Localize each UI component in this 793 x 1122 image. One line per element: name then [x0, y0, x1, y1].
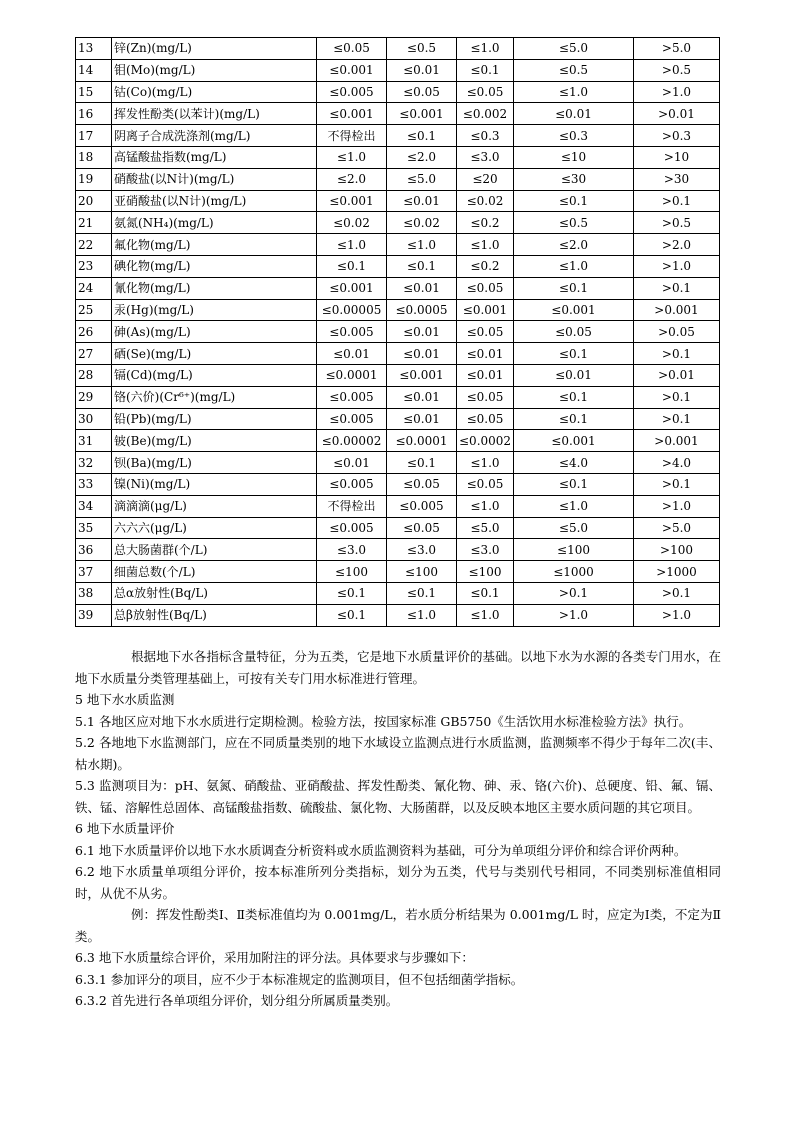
class-4-value: ≤0.1: [514, 473, 634, 495]
class-5-value: >1.0: [634, 255, 720, 277]
class-2-value: ≤0.005: [387, 495, 457, 517]
row-number: 18: [76, 146, 112, 168]
class-4-value: ≤1.0: [514, 81, 634, 103]
class-4-value: ≤0.01: [514, 103, 634, 125]
class-5-value: >1000: [634, 561, 720, 583]
class-5-value: >0.1: [634, 343, 720, 365]
class-5-value: >0.1: [634, 582, 720, 604]
class-2-value: ≤1.0: [387, 234, 457, 256]
indicator-name: 铬(六价)(Cr⁶⁺)(mg/L): [112, 386, 317, 408]
table-row: [76, 408, 720, 430]
table-row: [76, 604, 720, 626]
row-number: 39: [76, 604, 112, 626]
table-row: [76, 343, 720, 365]
indicator-name: 硝酸盐(以N计)(mg/L): [112, 168, 317, 190]
class-1-value: ≤0.00005: [317, 299, 387, 321]
class-5-value: >5.0: [634, 517, 720, 539]
row-number: 23: [76, 255, 112, 277]
class-4-value: ≤0.01: [514, 364, 634, 386]
class-2-value: ≤100: [387, 561, 457, 583]
class-2-value: ≤0.01: [387, 408, 457, 430]
class-1-value: ≤0.001: [317, 190, 387, 212]
paragraph-classification: 根据地下水各指标含量特征，分为五类，它是地下水质量评价的基础。以地下水为水源的各类专门用水，在地下水质量分类管理基础上，可按有关专门用水标准进行管理。: [75, 649, 721, 686]
class-2-value: ≤0.0005: [387, 299, 457, 321]
groundwater-quality-table: [75, 37, 720, 627]
row-number: 34: [76, 495, 112, 517]
indicator-name: 氰化物(mg/L): [112, 277, 317, 299]
class-4-value: ≤0.1: [514, 343, 634, 365]
indicator-name: 镍(Ni)(mg/L): [112, 473, 317, 495]
class-2-value: ≤0.05: [387, 81, 457, 103]
class-2-value: ≤5.0: [387, 168, 457, 190]
class-5-value: >0.001: [634, 430, 720, 452]
section-heading-6: 6 地下水质量评价: [75, 821, 175, 836]
class-1-value: ≤100: [317, 561, 387, 583]
row-number: 37: [76, 561, 112, 583]
class-5-value: >2.0: [634, 234, 720, 256]
row-number: 32: [76, 452, 112, 474]
row-number: 28: [76, 364, 112, 386]
class-5-value: >0.1: [634, 190, 720, 212]
class-3-value: ≤0.05: [457, 473, 514, 495]
class-4-value: ≤4.0: [514, 452, 634, 474]
class-2-value: ≤0.1: [387, 452, 457, 474]
class-3-value: ≤0.05: [457, 321, 514, 343]
indicator-name: 汞(Hg)(mg/L): [112, 299, 317, 321]
class-5-value: >0.1: [634, 473, 720, 495]
class-1-value: ≤0.01: [317, 452, 387, 474]
class-3-value: ≤0.05: [457, 81, 514, 103]
clause-5-3: 5.3 监测项目为：pH、氨氮、硝酸盐、亚硝酸盐、挥发性酚类、氰化物、砷、汞、铬(六价)、总硬度、铅、氟、镉、铁、锰、溶解性总固体、高锰酸盐指数、硫酸盐、氯化物、大肠菌群，以及反映本地区主要水质问题的其它项目。: [75, 778, 721, 815]
indicator-name: 六六六(μg/L): [112, 517, 317, 539]
class-3-value: ≤0.1: [457, 59, 514, 81]
class-3-value: ≤0.05: [457, 277, 514, 299]
class-1-value: ≤0.005: [317, 321, 387, 343]
table-row: [76, 582, 720, 604]
class-4-value: ≤0.05: [514, 321, 634, 343]
class-1-value: ≤1.0: [317, 234, 387, 256]
row-number: 30: [76, 408, 112, 430]
class-1-value: ≤0.001: [317, 103, 387, 125]
class-1-value: ≤0.001: [317, 59, 387, 81]
class-2-value: ≤0.01: [387, 343, 457, 365]
class-2-value: ≤0.01: [387, 59, 457, 81]
indicator-name: 总α放射性(Bq/L): [112, 582, 317, 604]
indicator-name: 阴离子合成洗涤剂(mg/L): [112, 125, 317, 147]
class-3-value: ≤1.0: [457, 234, 514, 256]
row-number: 13: [76, 38, 112, 60]
class-3-value: ≤100: [457, 561, 514, 583]
class-4-value: ≤30: [514, 168, 634, 190]
clause-6-3: 6.3 地下水质量综合评价，采用加附注的评分法。具体要求与步骤如下：: [75, 950, 474, 965]
table-row: [76, 212, 720, 234]
class-3-value: ≤1.0: [457, 495, 514, 517]
class-1-value: ≤0.0001: [317, 364, 387, 386]
class-5-value: >10: [634, 146, 720, 168]
class-5-value: >0.3: [634, 125, 720, 147]
table-row: [76, 364, 720, 386]
class-1-value: ≤1.0: [317, 146, 387, 168]
class-3-value: ≤0.3: [457, 125, 514, 147]
class-1-value: 不得检出: [317, 495, 387, 517]
class-5-value: >1.0: [634, 81, 720, 103]
indicator-name: 锌(Zn)(mg/L): [112, 38, 317, 60]
class-5-value: >100: [634, 539, 720, 561]
class-1-value: ≤0.1: [317, 582, 387, 604]
row-number: 16: [76, 103, 112, 125]
clause-5-2: 5.2 各地地下水监测部门，应在不同质量类别的地下水域设立监测点进行水质监测，监测频率不得少于每年二次(丰、枯水期)。: [75, 735, 721, 772]
class-3-value: ≤0.0002: [457, 430, 514, 452]
class-4-value: >0.1: [514, 582, 634, 604]
class-4-value: ≤0.1: [514, 190, 634, 212]
row-number: 36: [76, 539, 112, 561]
class-5-value: >0.1: [634, 408, 720, 430]
class-5-value: >0.5: [634, 59, 720, 81]
class-3-value: ≤0.05: [457, 408, 514, 430]
table-row: [76, 473, 720, 495]
indicator-name: 钼(Mo)(mg/L): [112, 59, 317, 81]
class-2-value: ≤0.05: [387, 473, 457, 495]
class-1-value: ≤0.01: [317, 343, 387, 365]
indicator-name: 总β放射性(Bq/L): [112, 604, 317, 626]
class-4-value: ≤0.1: [514, 408, 634, 430]
class-4-value: ≤1.0: [514, 255, 634, 277]
table-row: [76, 168, 720, 190]
indicator-name: 氟化物(mg/L): [112, 234, 317, 256]
clause-6-1: 6.1 地下水质量评价以地下水水质调查分析资料或水质监测资料为基础，可分为单项组分评价和综合评价两种。: [75, 842, 687, 858]
table-row: [76, 59, 720, 81]
class-3-value: ≤1.0: [457, 38, 514, 60]
class-4-value: ≤0.1: [514, 386, 634, 408]
indicator-name: 砷(As)(mg/L): [112, 321, 317, 343]
table-row: [76, 299, 720, 321]
class-1-value: ≤3.0: [317, 539, 387, 561]
row-number: 33: [76, 473, 112, 495]
body-text: [75, 646, 721, 1012]
class-5-value: >1.0: [634, 604, 720, 626]
class-3-value: ≤0.2: [457, 212, 514, 234]
class-2-value: ≤2.0: [387, 146, 457, 168]
class-4-value: ≤100: [514, 539, 634, 561]
class-2-value: ≤0.1: [387, 255, 457, 277]
class-1-value: ≤0.05: [317, 38, 387, 60]
class-1-value: ≤2.0: [317, 168, 387, 190]
row-number: 19: [76, 168, 112, 190]
class-1-value: ≤0.1: [317, 604, 387, 626]
indicator-name: 挥发性酚类(以苯计)(mg/L): [112, 103, 317, 125]
row-number: 17: [76, 125, 112, 147]
clause-6-3-1: 6.3.1 参加评分的项目，应不少于本标准规定的监测项目，但不包括细菌学指标。: [75, 971, 524, 987]
class-2-value: ≤0.001: [387, 103, 457, 125]
indicator-name: 钡(Ba)(mg/L): [112, 452, 317, 474]
class-3-value: ≤1.0: [457, 604, 514, 626]
class-1-value: ≤0.02: [317, 212, 387, 234]
row-number: 22: [76, 234, 112, 256]
class-1-value: ≤0.001: [317, 277, 387, 299]
class-4-value: ≤10: [514, 146, 634, 168]
class-5-value: >0.001: [634, 299, 720, 321]
class-5-value: >5.0: [634, 38, 720, 60]
class-1-value: ≤0.005: [317, 81, 387, 103]
class-1-value: 不得检出: [317, 125, 387, 147]
row-number: 35: [76, 517, 112, 539]
table-row: [76, 561, 720, 583]
indicator-name: 高锰酸盐指数(mg/L): [112, 146, 317, 168]
row-number: 15: [76, 81, 112, 103]
class-4-value: ≤0.5: [514, 59, 634, 81]
class-1-value: ≤0.005: [317, 386, 387, 408]
table-row: [76, 517, 720, 539]
indicator-name: 亚硝酸盐(以N计)(mg/L): [112, 190, 317, 212]
indicator-name: 铅(Pb)(mg/L): [112, 408, 317, 430]
row-number: 24: [76, 277, 112, 299]
section-heading-5: 5 地下水水质监测: [75, 692, 175, 707]
table-row: [76, 495, 720, 517]
row-number: 14: [76, 59, 112, 81]
class-4-value: ≤0.5: [514, 212, 634, 234]
class-4-value: ≤5.0: [514, 517, 634, 539]
row-number: 38: [76, 582, 112, 604]
class-5-value: >0.1: [634, 386, 720, 408]
class-2-value: ≤0.01: [387, 386, 457, 408]
indicator-name: 镉(Cd)(mg/L): [112, 364, 317, 386]
class-3-value: ≤0.01: [457, 364, 514, 386]
class-5-value: >0.1: [634, 277, 720, 299]
row-number: 21: [76, 212, 112, 234]
class-2-value: ≤0.0001: [387, 430, 457, 452]
class-4-value: ≤2.0: [514, 234, 634, 256]
class-3-value: ≤0.01: [457, 343, 514, 365]
class-5-value: >0.5: [634, 212, 720, 234]
class-1-value: ≤0.1: [317, 255, 387, 277]
class-3-value: ≤0.02: [457, 190, 514, 212]
class-4-value: ≤0.1: [514, 277, 634, 299]
indicator-name: 硒(Se)(mg/L): [112, 343, 317, 365]
indicator-name: 铍(Be)(mg/L): [112, 430, 317, 452]
class-1-value: ≤0.00002: [317, 430, 387, 452]
table-row: [76, 255, 720, 277]
row-number: 29: [76, 386, 112, 408]
class-3-value: ≤3.0: [457, 146, 514, 168]
class-2-value: ≤0.02: [387, 212, 457, 234]
row-number: 20: [76, 190, 112, 212]
table-row: [76, 103, 720, 125]
indicator-name: 细菌总数(个/L): [112, 561, 317, 583]
table-row: [76, 277, 720, 299]
class-2-value: ≤0.05: [387, 517, 457, 539]
table-row: [76, 234, 720, 256]
indicator-name: 总大肠菌群(个/L): [112, 539, 317, 561]
class-2-value: ≤0.1: [387, 125, 457, 147]
class-1-value: ≤0.005: [317, 408, 387, 430]
class-3-value: ≤0.002: [457, 103, 514, 125]
class-3-value: ≤0.001: [457, 299, 514, 321]
row-number: 25: [76, 299, 112, 321]
class-2-value: ≤0.01: [387, 190, 457, 212]
class-4-value: ≤5.0: [514, 38, 634, 60]
class-3-value: ≤0.2: [457, 255, 514, 277]
table-row: [76, 146, 720, 168]
class-5-value: >4.0: [634, 452, 720, 474]
class-5-value: >0.01: [634, 364, 720, 386]
class-5-value: >1.0: [634, 495, 720, 517]
clause-6-3-2: 6.3.2 首先进行各单项组分评价，划分组分所属质量类别。: [75, 993, 399, 1008]
table-row: [76, 430, 720, 452]
clause-5-1: 5.1 各地区应对地下水水质进行定期检测。检验方法，按国家标准 GB5750《生活饮用水标准检验方法》执行。: [75, 713, 692, 729]
indicator-name: 碘化物(mg/L): [112, 255, 317, 277]
indicator-name: 钴(Co)(mg/L): [112, 81, 317, 103]
class-2-value: ≤0.5: [387, 38, 457, 60]
class-3-value: ≤20: [457, 168, 514, 190]
indicator-name: 氨氮(NH₄)(mg/L): [112, 212, 317, 234]
class-4-value: ≤1000: [514, 561, 634, 583]
table-row: [76, 539, 720, 561]
class-3-value: ≤0.1: [457, 582, 514, 604]
row-number: 27: [76, 343, 112, 365]
class-5-value: >0.01: [634, 103, 720, 125]
indicator-name: 滴滴滴(μg/L): [112, 495, 317, 517]
class-4-value: ≤0.3: [514, 125, 634, 147]
table-row: [76, 452, 720, 474]
table-row: [76, 81, 720, 103]
class-5-value: >0.05: [634, 321, 720, 343]
class-2-value: ≤0.01: [387, 277, 457, 299]
class-4-value: ≤0.001: [514, 430, 634, 452]
class-4-value: >1.0: [514, 604, 634, 626]
clause-6-2: 6.2 地下水质量单项组分评价，按本标准所列分类指标，划分为五类，代号与类别代号相同，不同类别标准值相同时，从优不从劣。: [75, 864, 721, 901]
class-2-value: ≤0.01: [387, 321, 457, 343]
example-paragraph: 例：挥发性酚类Ⅰ、Ⅱ类标准值均为 0.001mg/L，若水质分析结果为 0.001mg/L 时，应定为Ⅰ类，不定为Ⅱ类。: [75, 907, 721, 944]
class-3-value: ≤3.0: [457, 539, 514, 561]
class-2-value: ≤0.1: [387, 582, 457, 604]
row-number: 26: [76, 321, 112, 343]
class-4-value: ≤1.0: [514, 495, 634, 517]
class-5-value: >30: [634, 168, 720, 190]
table-row: [76, 386, 720, 408]
class-2-value: ≤3.0: [387, 539, 457, 561]
class-4-value: ≤0.001: [514, 299, 634, 321]
table-row: [76, 38, 720, 60]
class-3-value: ≤5.0: [457, 517, 514, 539]
table-row: [76, 125, 720, 147]
class-2-value: ≤1.0: [387, 604, 457, 626]
class-1-value: ≤0.005: [317, 473, 387, 495]
table-row: [76, 321, 720, 343]
class-2-value: ≤0.001: [387, 364, 457, 386]
row-number: 31: [76, 430, 112, 452]
class-1-value: ≤0.005: [317, 517, 387, 539]
class-3-value: ≤1.0: [457, 452, 514, 474]
class-3-value: ≤0.05: [457, 386, 514, 408]
table-row: [76, 190, 720, 212]
